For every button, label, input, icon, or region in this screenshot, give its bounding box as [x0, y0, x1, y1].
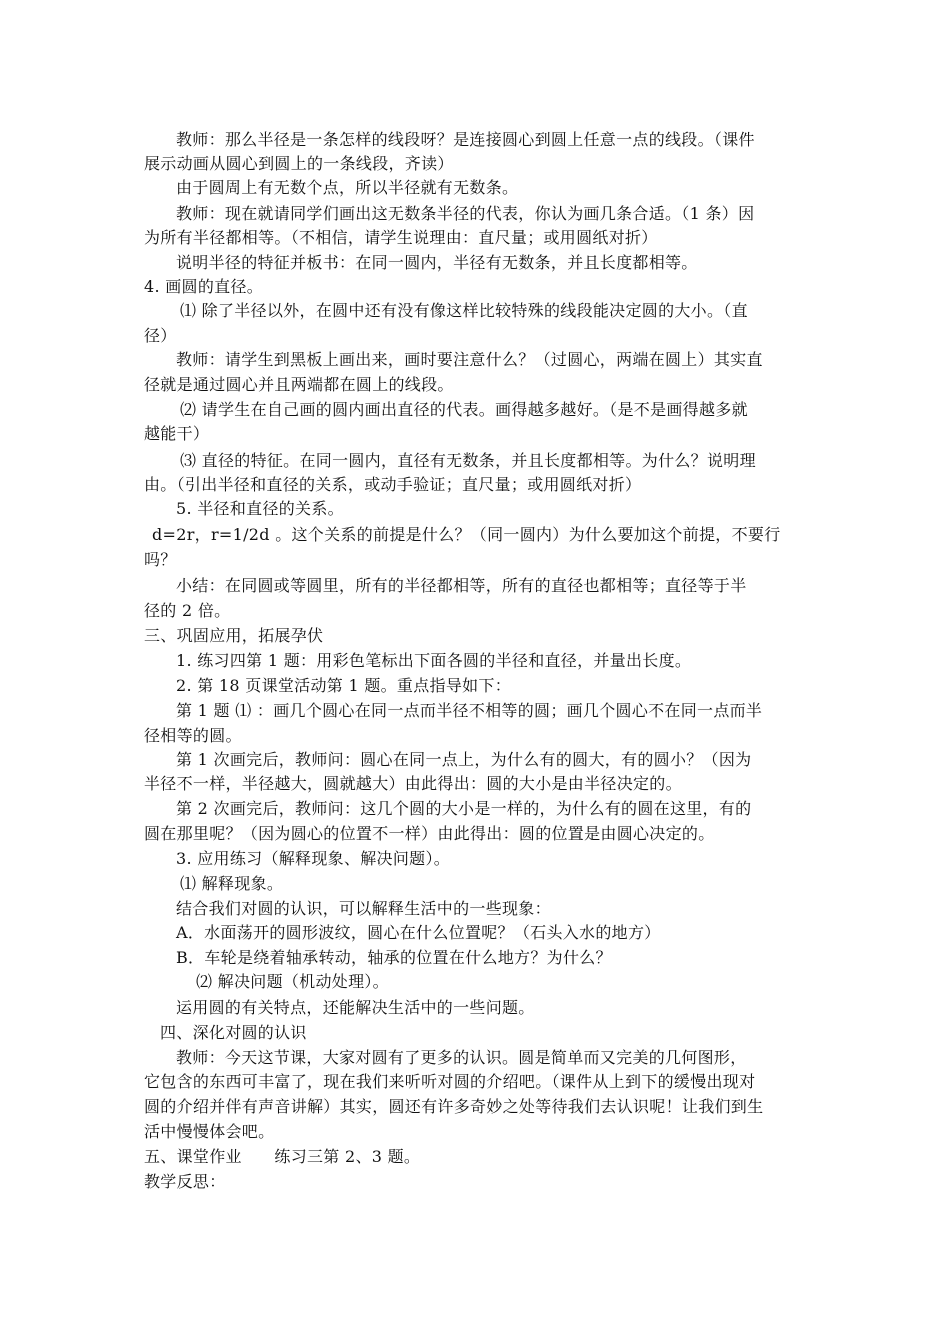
text-line: 圆的介绍并伴有声音讲解）其实，圆还有许多奇妙之处等待我们去认识呢！让我们到生	[144, 1097, 764, 1116]
text-line: A．水面荡开的圆形波纹，圆心在什么位置呢？（石头入水的地方）	[176, 923, 661, 942]
text-line: 越能干）	[144, 424, 210, 443]
text-line: 展示动画从圆心到圆上的一条线段，齐读）	[144, 154, 454, 173]
text-line: 圆在那里呢？（因为圆心的位置不一样）由此得出：圆的位置是由圆心决定的。	[144, 824, 715, 843]
section-heading: 五、课堂作业 练习三第 2、3 题。	[144, 1147, 421, 1166]
text-line: 第 1 题 ⑴ ：画几个圆心在同一点而半径不相等的圆；画几个圆心不在同一点而半	[176, 701, 763, 720]
text-line: 第 1 次画完后，教师问：圆心在同一点上，为什么有的圆大，有的圆小？（因为	[176, 750, 752, 769]
text-line: ⑶ 直径的特征。在同一圆内，直径有无数条，并且长度都相等。为什么？说明理	[180, 451, 756, 470]
text-line: 教师：那么半径是一条怎样的线段呀？是连接圆心到圆上任意一点的线段。（课件	[176, 130, 755, 149]
text-line: 结合我们对圆的认识，可以解释生活中的一些现象：	[176, 899, 551, 918]
text-line: 为所有半径都相等。（不相信，请学生说理由：直尺量；或用圆纸对折）	[144, 228, 658, 247]
text-line: 3. 应用练习（解释现象、解决问题）。	[176, 849, 451, 868]
text-line: B．车轮是绕着轴承转动，轴承的位置在什么地方？为什么？	[176, 948, 612, 967]
text-line: 4. 画圆的直径。	[144, 277, 264, 296]
section-heading: 四、深化对圆的认识	[160, 1023, 307, 1042]
text-line: 2. 第 18 页课堂活动第 1 题。重点指导如下：	[176, 676, 512, 695]
text-line: 吗？	[144, 550, 177, 569]
text-line: 5. 半径和直径的关系。	[176, 499, 344, 518]
text-line: ⑵ 解决问题（机动处理）。	[196, 972, 389, 991]
text-line: 活中慢慢体会吧。	[144, 1122, 275, 1141]
section-heading: 三、巩固应用，拓展孕伏	[144, 626, 324, 645]
text-line: 教师：现在就请同学们画出这无数条半径的代表，你认为画几条合适。（1 条）因	[176, 204, 755, 223]
text-line: 由于圆周上有无数个点，所以半径就有无数条。	[176, 178, 519, 197]
text-line: ⑵ 请学生在自己画的圆内画出直径的代表。画得越多越好。（是不是画得越多就	[180, 400, 748, 419]
text-line: 径相等的圆。	[144, 726, 242, 745]
text-line: 它包含的东西可丰富了，现在我们来听听对圆的介绍吧。（课件从上到下的缓慢出现对	[144, 1072, 756, 1091]
text-line: 半径不一样，半径越大，圆就越大）由此得出：圆的大小是由半径决定的。	[144, 774, 682, 793]
text-line: 径）	[144, 326, 177, 345]
text-line: 运用圆的有关特点，还能解决生活中的一些问题。	[176, 998, 535, 1017]
text-line: 教师：今天这节课，大家对圆有了更多的认识。圆是简单而又完美的几何图形，	[176, 1048, 747, 1067]
text-line: d=2r，r=1/2d 。这个关系的前提是什么？（同一圆内）为什么要加这个前提，不要行	[152, 525, 781, 544]
section-heading: 教学反思：	[144, 1172, 226, 1191]
text-line: 径的 2 倍。	[144, 601, 231, 620]
text-line: 1. 练习四第 1 题：用彩色笔标出下面各圆的半径和直径，并量出长度。	[176, 651, 692, 670]
text-line: 小结：在同圆或等圆里，所有的半径都相等，所有的直径也都相等；直径等于半	[176, 576, 747, 595]
text-line: 教师：请学生到黑板上画出来，画时要注意什么？（过圆心，两端在圆上）其实直	[176, 350, 763, 369]
text-line: ⑴ 解释现象。	[180, 874, 284, 893]
text-line: 第 2 次画完后，教师问：这几个圆的大小是一样的，为什么有的圆在这里，有的	[176, 799, 752, 818]
text-line: 径就是通过圆心并且两端都在圆上的线段。	[144, 375, 454, 394]
text-line: 由。（引出半径和直径的关系，或动手验证；直尺量；或用圆纸对折）	[144, 475, 642, 494]
text-line: 说明半径的特征并板书：在同一圆内，半径有无数条，并且长度都相等。	[176, 253, 698, 272]
text-line: ⑴ 除了半径以外，在圆中还有没有像这样比较特殊的线段能决定圆的大小。（直	[180, 301, 748, 320]
